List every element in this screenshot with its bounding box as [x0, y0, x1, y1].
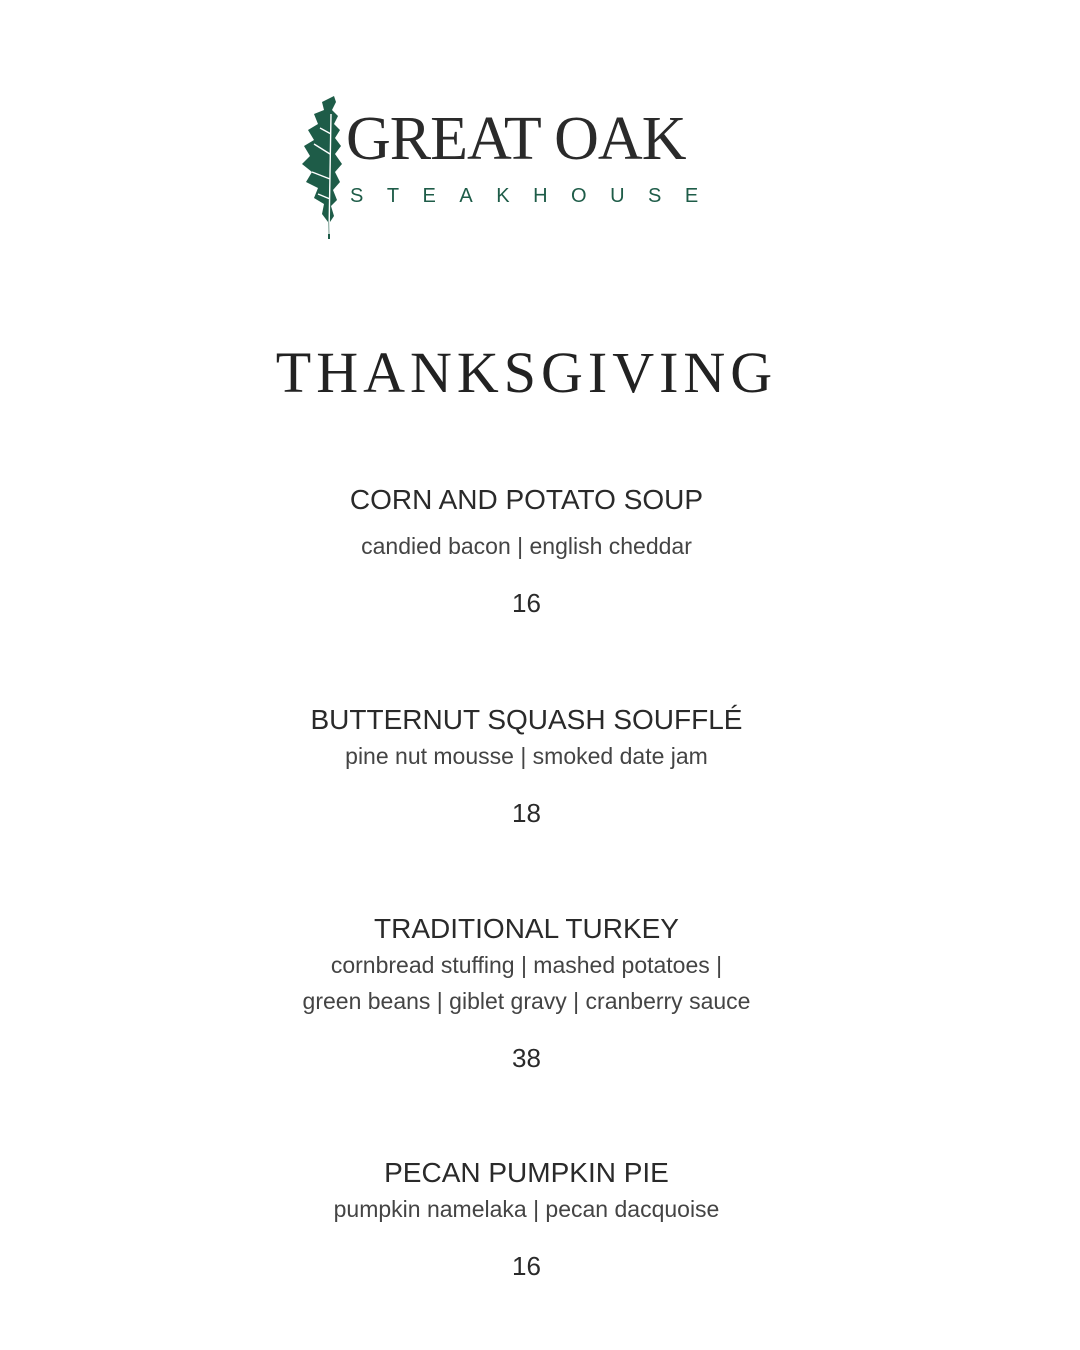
item-price: 38	[512, 1043, 541, 1073]
oak-leaf-icon	[300, 94, 344, 239]
menu-item	[0, 482, 1053, 620]
item-description: pumpkin namelaka | pecan dacquoise	[333, 1196, 720, 1222]
item-description: cornbread stuffing | mashed potatoes |	[330, 952, 723, 978]
item-description: pine nut mousse | smoked date jam	[345, 743, 708, 769]
item-description: candied bacon | english cheddar	[361, 533, 692, 559]
item-name: PECAN PUMPKIN PIE	[384, 1157, 669, 1188]
brand-logo	[300, 94, 740, 239]
item-price: 18	[512, 798, 541, 828]
item-name: BUTTERNUT SQUASH SOUFFLÉ	[310, 704, 743, 735]
brand-subtitle: STEAKHOUSE	[350, 185, 722, 207]
brand-name: GREAT OAK	[346, 105, 686, 173]
menu-item	[0, 1155, 1053, 1283]
menu-item	[0, 911, 1053, 1075]
item-name: TRADITIONAL TURKEY	[374, 913, 679, 944]
item-price: 16	[512, 588, 541, 618]
menu-item	[0, 702, 1053, 830]
item-name: CORN AND POTATO SOUP	[349, 484, 704, 515]
menu-title: THANKSGIVING	[275, 340, 778, 405]
item-price: 16	[512, 1251, 541, 1281]
item-description: green beans | giblet gravy | cranberry sauce	[302, 988, 751, 1014]
